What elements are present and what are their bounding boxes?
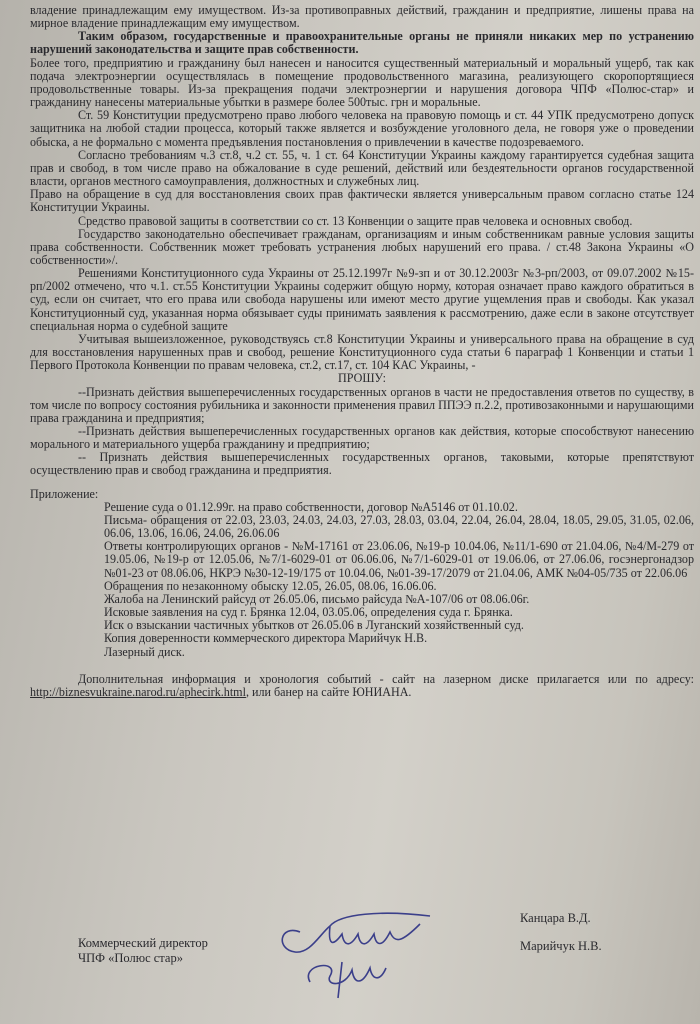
signatory-name-1: Канцара В.Д. <box>520 911 591 925</box>
paragraph: Таким образом, государственные и правоохранительные органы не приняли никаких мер по устранению нарушений законодательства и защите прав собственности. <box>30 29 694 57</box>
paragraph: Средство правовой защиты в соответствии со ст. 13 Конвенции о защите прав человека и основных свобод. <box>78 213 633 228</box>
request-heading: ПРОШУ: <box>337 371 386 386</box>
attachment-item: Копия доверенности коммерческого директора Марийчук Н.В. <box>104 631 428 646</box>
attachment-item: Иск о взыскании частичных убытков от 26.05.06 в Луганский хозяйственный суд. <box>104 618 524 633</box>
document-page <box>30 4 694 1020</box>
handwritten-signatures <box>270 904 450 1004</box>
attachments-title: Приложение: <box>30 486 99 501</box>
paragraph: --Признать действия вышеперечисленных государственных органов в части не предоставления ответов по существу, в том числе по вопросу состояния рубильника и законности применения правил ППЭЭ п.2.2, противозаконными и нарушающими права гражданина и предприятия; <box>30 384 694 425</box>
attachment-item: Ответы контролирующих органов - №М-17161 от 23.06.06, №19-р 10.04.06, №11/1-690 от 21.04.06, №4/М-279 от 19.05.06, №19-р от 12.05.06, №7/1-6029-01 от 06.06.06, №7/1-6029-01 от 19.06.06, от 27.06.06, госэнергонадзор №01-23 от 08.06.06, НКРЭ №30-12-19/175 от 10.04.06, №01-39-17/2079 от 21.04.06, АМК №04-05/735 от 22.06.06 <box>104 539 694 580</box>
position-title: Коммерческий директор <box>78 936 208 950</box>
paragraph: Государство законодательно обеспечивает гражданам, организациям и иным собственникам равные условия защиты права собственности. Собственник может требовать устранения любых нарушений его права. / ст.48 Закона Украины «О собственности»/. <box>30 226 694 267</box>
site-note <box>30 673 694 699</box>
paragraph: владение принадлежащим ему имуществом. Из-за противоправных действий, гражданин и предприятие, лишены права на мирное владение принадлежащим ему имуществом. <box>30 3 694 31</box>
signatory-name-2: Марийчук Н.В. <box>520 939 602 953</box>
paragraph: Учитывая вышеизложенное, руководствуясь ст.8 Конституции Украины и универсального права на обращение в суд для восстановления нарушенных прав и свобод, решение Конституционного суда статьи 6 параграф 1 Конвенции и статьи 1 Первого Протокола Конвенции по правам человека, ст.2, ст.17, ст. 104 КАС Украины, - <box>30 331 694 373</box>
signature-block <box>30 904 694 1014</box>
body-paragraphs <box>30 4 694 478</box>
attachment-item: Жалоба на Ленинский райсуд от 26.05.06, письмо райсуда №А-107/06 от 08.06.06г. <box>104 591 530 606</box>
signatory-position <box>78 936 208 966</box>
attachments-section <box>30 488 694 699</box>
company-name: ЧПФ «Полюс стар» <box>78 951 183 965</box>
site-link[interactable]: http://biznesvukraine.narod.ru/aphecirk.html <box>30 684 246 699</box>
paragraph: Более того, предприятию и гражданину был нанесен и наносится существенный материальный и моральный ущерб, так как подача электроэнергии осуществлялась в помещение продовольственного магазина, реализующего скоропортящиеся продовольственные товары. Из-за прекращения подачи электроэнергии и нарушения договора ЧПФ «Полюс-стар» и гражданину нанесены материальные убытки в размере более 500тыс. грн и моральные. <box>30 55 694 110</box>
attachment-item: Решение суда о 01.12.99г. на право собственности, договор №А5146 от 01.10.02. <box>104 499 518 514</box>
paragraph: Согласно требованиям ч.3 ст.8, ч.2 ст. 55, ч. 1 ст. 64 Конституции Украины каждому гарантируется судебная защита прав и свобод, в том числе право на обжалование в суде решений, действий или бездеятельности органов государственной власти, органов местного самоуправления, должностных и служебных лиц. <box>30 147 694 189</box>
site-note-text: Дополнительная информация и хронология событий - сайт на лазерном диске прилагается или по адресу: <box>78 671 694 686</box>
attachment-item: Письма- обращения от 22.03, 23.03, 24.03, 24.03, 27.03, 28.03, 03.04, 22.04, 26.04, 28.04, 18.05, 29.05, 31.05, 02.06, 06.06, 13.06, 16.06, 24.06, 26.06.06 <box>104 512 694 541</box>
attachment-item: Исковые заявления на суд г. Брянка 12.04, 03.05.06, определения суда г. Брянка. <box>104 605 513 620</box>
paragraph: Решениями Конституционного суда Украины от 25.12.1997г №9-зп и от 30.12.2003г №3-рп/2003, от 09.07.2002 №15-рп/2002 отмечено, что ч.1. ст.55 Конституции Украины содержит общую норму, которая означает право каждого обратиться в суд, если он считает, что его права или свобода нарушены или имеют место другие ущемления прав и свободы. Как указал Конституционный суд, указанная норма обязывает суды принимать заявления к рассмотрению, даже если в законе отсутствует специальная норма о судебной защите <box>30 266 694 333</box>
attachment-item: Лазерный диск. <box>104 644 185 659</box>
attachment-item: Обращения по незаконному обыску 12.05, 26.05, 08.06, 16.06.06. <box>104 578 437 593</box>
paragraph: -- Признать действия вышеперечисленных государственных органов, таковыми, которые препятствуют осуществлению прав и свобод гражданина и предприятия. <box>30 450 694 478</box>
paragraph: --Признать действия вышеперечисленных государственных органов как действия, которые способствуют нанесению морального и материального ущерба гражданину и предприятию; <box>30 424 694 452</box>
paragraph: Ст. 59 Конституции предусмотрено право любого человека на правовую помощь и ст. 44 УПК предусмотрено допуск защитника на любой стадии процесса, который также является и возбуждение уголовного дела, не говоря уже о проведении обыска, а не формально с момента предъявления постановления о привлечении в качестве подозреваемого. <box>30 108 694 149</box>
attachments-list <box>30 501 694 659</box>
paragraph: Право на обращение в суд для восстановления своих прав фактически является универсальным правом согласно статье 124 Конституции Украины. <box>30 187 694 215</box>
site-note-tail: , или банер на сайте ЮНИАНА. <box>245 684 412 699</box>
